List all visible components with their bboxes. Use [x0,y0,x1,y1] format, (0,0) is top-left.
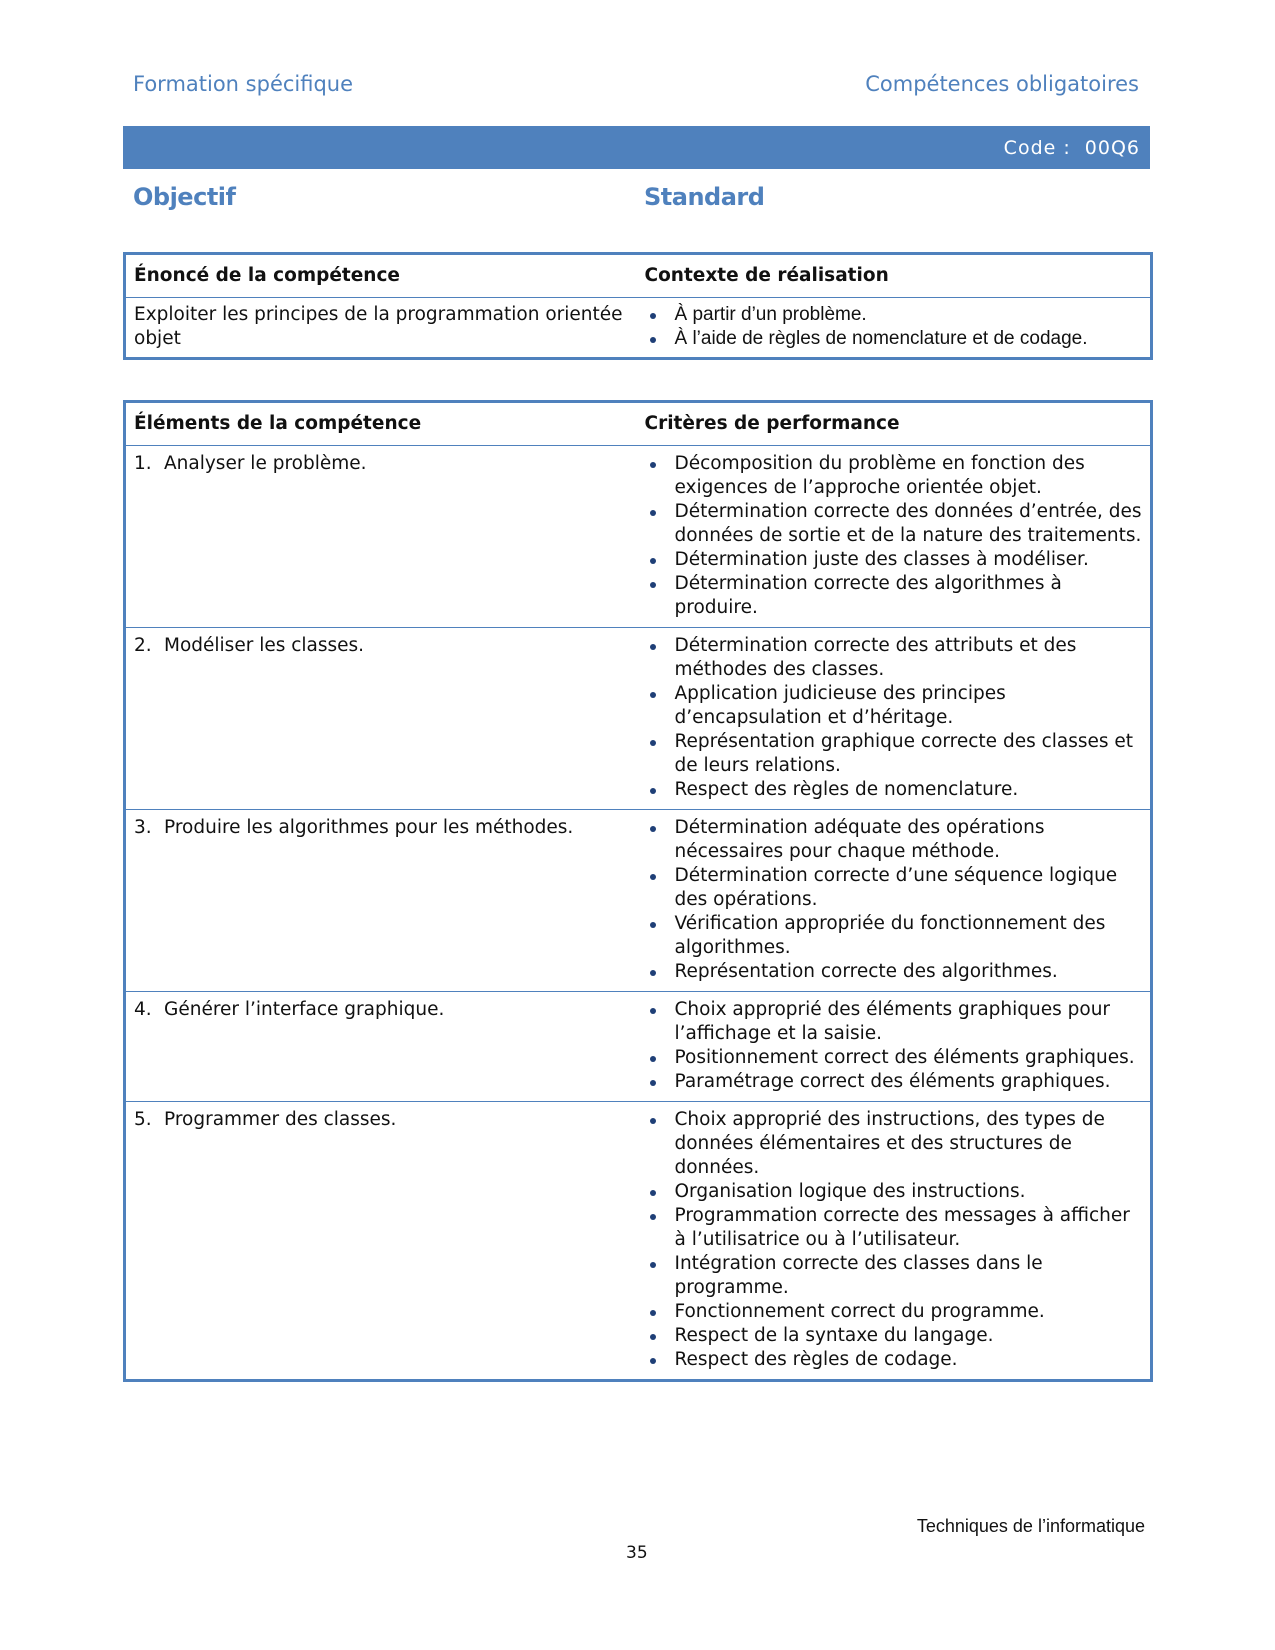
table-row [125,810,1152,992]
table-row [125,628,1152,810]
code-label: Code : [1003,136,1071,159]
bullet-icon [650,1262,656,1268]
bullet-icon [650,1358,656,1364]
list-item: Fonctionnement correct du programme. [645,1300,1143,1324]
list-item: Choix approprié des éléments graphiques pour l’affichage et la saisie. [645,998,1143,1046]
list-item: Respect de la syntaxe du langage. [645,1324,1143,1348]
list-item: Décomposition du problème en fonction des exigences de l’approche orientée objet. [645,452,1143,500]
table-row [125,1102,1152,1381]
bullet-icon [650,1056,656,1062]
bullet-icon [650,1214,656,1220]
list-item: Intégration correcte des classes dans le programme. [645,1252,1143,1300]
list-item: Détermination adéquate des opérations nécessaires pour chaque méthode. [645,816,1143,864]
bullet-icon [650,1080,656,1086]
list-item: Détermination juste des classes à modéliser. [645,548,1143,572]
list-item: Détermination correcte d’une séquence logique des opérations. [645,864,1143,912]
bullet-icon [650,582,656,588]
bullet-icon [650,826,656,832]
bullet-icon [650,1334,656,1340]
criteria-list [645,816,1143,984]
column-header-criteria: Critères de performance [644,413,900,434]
table-header-row [125,402,1152,446]
list-item: Respect des règles de nomenclature. [645,778,1143,802]
context-cell [637,298,1152,359]
list-item: Détermination correcte des algorithmes à produire. [645,572,1143,620]
list-item: Choix approprié des instructions, des types de données élémentaires et des structures de données. [645,1108,1143,1180]
list-item: Application judicieuse des principes d’encapsulation et d’héritage. [645,682,1143,730]
list-item: Organisation logique des instructions. [645,1180,1143,1204]
bullet-icon [650,922,656,928]
bullet-icon [650,1310,656,1316]
criteria-list [645,998,1143,1094]
list-item: À l’aide de règles de nomenclature et de codage. [645,327,1143,351]
bullet-icon [650,970,656,976]
list-item: Représentation graphique correcte des classes et de leurs relations. [645,730,1143,778]
element-label: 3. Produire les algorithmes pour les méthodes. [134,817,574,838]
header-category-label: Compétences obligatoires [865,72,1139,96]
list-item: Programmation correcte des messages à afficher à l’utilisatrice ou à l’utilisateur. [645,1204,1143,1252]
bullet-icon [650,740,656,746]
footer-program-name: Techniques de l’informatique [916,1516,1145,1536]
bullet-icon [650,1118,656,1124]
list-item: Paramétrage correct des éléments graphiques. [645,1070,1143,1094]
criteria-list [645,1108,1143,1372]
column-header-elements: Éléments de la compétence [134,413,422,434]
list-item: Représentation correcte des algorithmes. [645,960,1143,984]
element-label: 2. Modéliser les classes. [134,635,365,656]
table-header-row [125,254,1152,298]
table-row [125,446,1152,628]
competency-statement: Exploiter les principes de la programmation orientée objet [125,298,637,359]
bullet-icon [650,788,656,794]
column-header-context: Contexte de réalisation [644,265,889,286]
bullet-icon [650,337,656,343]
list-item: Positionnement correct des éléments graphiques. [645,1046,1143,1070]
bullet-icon [650,313,656,319]
code-bar [123,126,1150,169]
competency-elements-table [123,400,1153,1382]
code-value: 00Q6 [1084,136,1140,159]
list-item: À partir d’un problème. [645,303,1143,327]
criteria-list [645,452,1143,620]
list-item: Vérification appropriée du fonctionnement des algorithmes. [645,912,1143,960]
column-header-statement: Énoncé de la compétence [134,265,400,286]
bullet-icon [650,462,656,468]
bullet-icon [650,1190,656,1196]
bullet-icon [650,510,656,516]
criteria-list [645,634,1143,802]
objective-title: Objectif [133,183,236,211]
table-row [125,992,1152,1102]
page-number: 35 [626,1543,648,1563]
bullet-icon [650,692,656,698]
bullet-icon [650,644,656,650]
standard-title: Standard [644,183,765,211]
bullet-icon [650,558,656,564]
competency-statement-table [123,252,1153,360]
list-item: Détermination correcte des données d’entrée, des données de sortie et de la nature des traitements. [645,500,1143,548]
header-section-label: Formation spécifique [133,72,354,96]
element-label: 1. Analyser le problème. [134,453,367,474]
bullet-icon [650,1008,656,1014]
element-label: 4. Générer l’interface graphique. [134,999,445,1020]
element-label: 5. Programmer des classes. [134,1109,397,1130]
bullet-icon [650,874,656,880]
list-item: Détermination correcte des attributs et des méthodes des classes. [645,634,1143,682]
context-list [645,303,1143,351]
list-item: Respect des règles de codage. [645,1348,1143,1372]
table-row [125,298,1152,359]
